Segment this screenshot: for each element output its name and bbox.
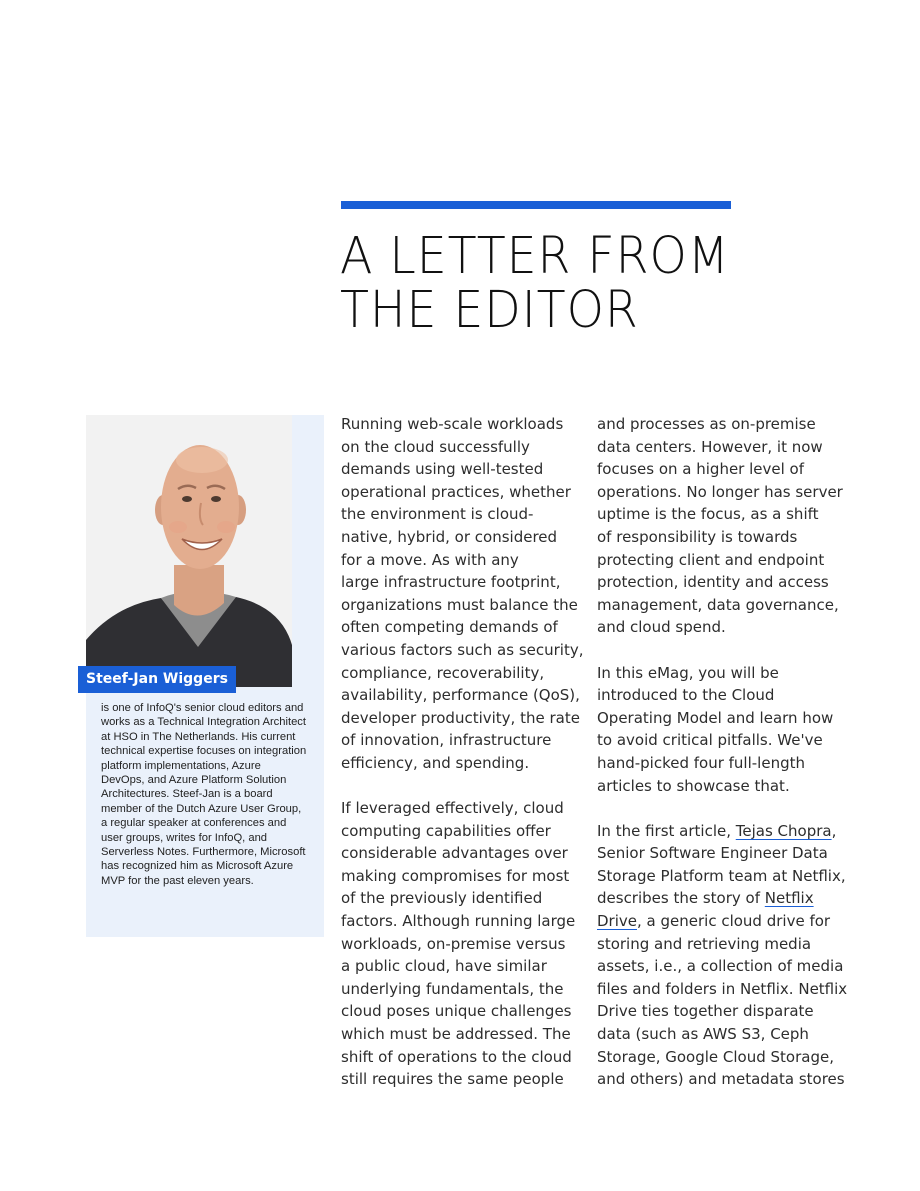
text-line: underlying fundamentals, the (341, 979, 564, 998)
text-line: the environment is cloud- (341, 505, 534, 524)
text-line: Senior Software Engineer Data (597, 844, 828, 863)
author-photo (86, 415, 292, 687)
text-line: organizations must balance the (341, 595, 578, 614)
text-line: uptime is the focus, as a shift (597, 505, 819, 524)
text-line: workloads, on-premise versus (341, 934, 566, 953)
text-line: In this eMag, you will be (597, 663, 779, 682)
text-line: and others) and metadata stores (597, 1070, 845, 1089)
text-line: availability, performance (QoS), (341, 686, 580, 705)
author-bio: is one of InfoQ's senior cloud editors and works as a Technical Integration Architect at HSO in The Netherlands. His current technical expertise focuses on integration platform implementations, Azure DevOps, and Azure Platform Solution Architectures. Steef-Jan is a board member of the Dutch Azure User Group, a regular speaker at conferences and user groups, writes for InfoQ, and Serverless Notes. Furthermore, Microsoft has recognized him as Microsoft Azure MVP for the past eleven years. (101, 702, 307, 887)
paragraph-cloud-capabilities (341, 797, 581, 1091)
page-title (340, 227, 842, 340)
text-line: of innovation, infrastructure (341, 731, 552, 750)
text-line: Operating Model and learn how (597, 708, 834, 727)
text-line: assets, i.e., a collection of media (597, 957, 844, 976)
text-line: factors. Although running large (341, 912, 576, 931)
text-line: considerable advantages over (341, 844, 568, 863)
body-column-right (597, 413, 848, 1113)
text-line: still requires the same people (341, 1070, 564, 1089)
author-portrait-image (86, 415, 292, 687)
text-line: operations. No longer has server (597, 482, 843, 501)
title-accent-bar (341, 201, 731, 209)
text-line: articles to showcase that. (597, 776, 790, 795)
text-line: files and folders in Netflix. Netflix (597, 979, 848, 998)
text-line: protecting client and endpoint (597, 550, 825, 569)
text-line: computing capabilities offer (341, 821, 551, 840)
text-line (597, 910, 837, 933)
text-line: Running web-scale workloads (341, 415, 564, 433)
text-line: compliance, recoverability, (341, 663, 545, 682)
text-line: Drive ties together disparate (597, 1002, 814, 1021)
text-line: shift of operations to the cloud (341, 1047, 572, 1066)
text-line: hand-picked four full-length (597, 753, 805, 772)
text-line: storing and retrieving media (597, 934, 812, 953)
text-line: for a move. As with any (341, 550, 519, 569)
author-name: Steef-Jan Wiggers (78, 666, 236, 693)
paragraph-operations (597, 413, 843, 639)
text-line: making compromises for most (341, 866, 570, 885)
text-line: which must be addressed. The (341, 1025, 571, 1044)
text-line: management, data governance, (597, 595, 839, 614)
body-column-left (341, 413, 584, 1113)
text-segment: In the first article, (597, 821, 736, 840)
title-line-1: A LETTER FROM (340, 227, 730, 286)
text-line: and cloud spend. (597, 618, 726, 637)
text-line: introduced to the Cloud (597, 686, 775, 705)
paragraph-first-article (597, 820, 848, 1091)
article-link-netflix-drive-cont[interactable]: Drive (597, 912, 637, 931)
text-line: to avoid critical pitfalls. We've (597, 731, 823, 750)
text-line: a public cloud, have similar (341, 957, 547, 976)
text-line: efficiency, and spending. (341, 753, 530, 772)
text-line: protection, identity and access (597, 573, 829, 592)
text-line: data (such as AWS S3, Ceph (597, 1025, 809, 1044)
text-line: developer productivity, the rate (341, 708, 580, 727)
text-line: operational practices, whether (341, 482, 571, 501)
text-line: cloud poses unique challenges (341, 1002, 572, 1021)
article-link-netflix-drive[interactable]: Netflix (764, 889, 814, 908)
text-segment: describes the story of (597, 889, 765, 908)
paragraph-intro (341, 413, 584, 775)
text-segment: , (831, 821, 837, 840)
text-line: Storage Platform team at Netflix, (597, 866, 846, 885)
text-line: native, hybrid, or considered (341, 527, 558, 546)
text-line: Storage, Google Cloud Storage, (597, 1047, 834, 1066)
title-line-2: THE EDITOR (340, 281, 639, 340)
text-line (597, 887, 837, 910)
text-line: demands using well-tested (341, 460, 544, 479)
text-line: data centers. However, it now (597, 437, 823, 456)
text-line: focuses on a higher level of (597, 460, 805, 479)
text-line: of the previously identified (341, 889, 543, 908)
text-line: often competing demands of (341, 618, 558, 637)
text-line: various factors such as security, (341, 640, 584, 659)
text-line: and processes as on-premise (597, 415, 816, 433)
text-line: on the cloud successfully (341, 437, 530, 456)
text-segment: , a generic cloud drive for (637, 912, 831, 931)
text-line: If leveraged effectively, cloud (341, 799, 564, 818)
text-line (597, 820, 837, 843)
paragraph-emag-intro (597, 662, 837, 798)
author-link-tejas-chopra[interactable]: Tejas Chopra (735, 821, 832, 840)
text-line: large infrastructure footprint, (341, 573, 561, 592)
text-line: of responsibility is towards (597, 527, 798, 546)
